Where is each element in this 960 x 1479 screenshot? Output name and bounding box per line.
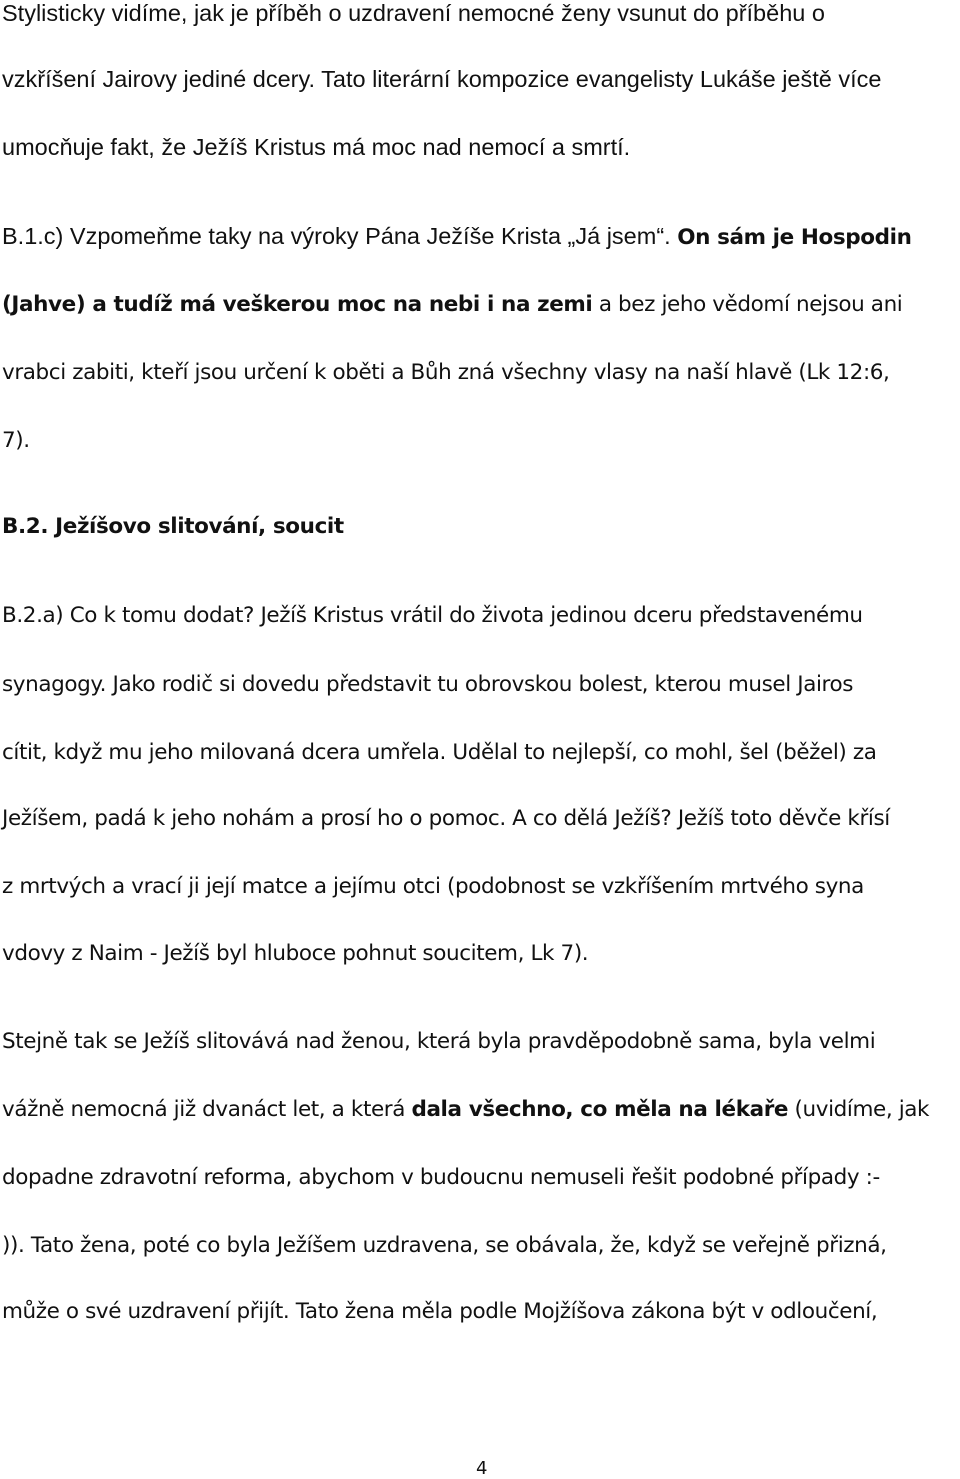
- b1c-line-1-bold: On sám je Hospodin: [677, 225, 912, 250]
- woman-line-4: )). Tato žena, poté co byla Ježíšem uzdravena, se obávala, že, když se veřejně přizná,: [2, 1233, 887, 1258]
- b2a-line-4: Ježíšem, padá k jeho nohám a prosí ho o pomoc. A co dělá Ježíš? Ježíš toto děvče křísí: [2, 806, 890, 831]
- woman-line-2-text-c: (uvidíme, jak: [788, 1097, 930, 1122]
- woman-line-2-text-a: vážně nemocná již dvanáct let, a která: [2, 1097, 412, 1122]
- intro-line-2: vzkříšení Jairovy jediné dcery. Tato literární kompozice evangelisty Lukáše ještě více: [2, 66, 882, 92]
- b1c-line-1: [2, 225, 912, 249]
- woman-line-2-bold: dala všechno, co měla na lékaře: [411, 1097, 789, 1122]
- woman-line-3: dopadne zdravotní reforma, abychom v budoucnu nemuseli řešit podobné případy :-: [2, 1165, 880, 1190]
- b2a-line-2: synagogy. Jako rodič si dovedu představit tu obrovskou bolest, kterou musel Jairos: [2, 672, 854, 697]
- woman-line-1: Stejně tak se Ježíš slitovává nad ženou, která byla pravděpodobně sama, byla velmi: [2, 1029, 876, 1054]
- b1c-line-2-bold: (Jahve) a tudíž má veškerou moc na nebi i na zemi: [2, 292, 593, 317]
- woman-line-2: [2, 1099, 929, 1121]
- intro-line-3: umocňuje fakt, že Ježíš Kristus má moc nad nemocí a smrtí.: [2, 134, 631, 160]
- b1c-line-2-text: a bez jeho vědomí nejsou ani: [592, 292, 903, 317]
- b1c-line-4: 7).: [2, 428, 30, 453]
- section-heading-b2: B.2. Ježíšovo slitování, soucit: [2, 514, 344, 539]
- woman-line-5: může o své uzdravení přijít. Tato žena měla podle Mojžíšova zákona být v odloučení,: [2, 1299, 878, 1324]
- b2a-line-1: B.2.a) Co k tomu dodat? Ježíš Kristus vrátil do života jedinou dceru představenému: [2, 603, 863, 628]
- b2a-line-3: cítit, když mu jeho milovaná dcera umřela. Udělal to nejlepší, co mohl, šel (běžel) za: [2, 740, 877, 765]
- b1c-line-2: [2, 294, 902, 316]
- b2a-line-5: z mrtvých a vrací ji její matce a jejímu otci (podobnost se vzkříšením mrtvého syna: [2, 874, 864, 899]
- b2a-line-6: vdovy z Naim - Ježíš byl hluboce pohnut soucitem, Lk 7).: [2, 941, 589, 966]
- b1c-line-1-text: B.1.c) Vzpomeňme taky na výroky Pána Ježíše Krista „Já jsem“.: [2, 223, 678, 249]
- intro-line-1: Stylisticky vidíme, jak je příběh o uzdravení nemocné ženy vsunut do příběhu o: [2, 0, 825, 26]
- page-number: 4: [476, 1458, 488, 1479]
- b1c-line-3: vrabci zabiti, kteří jsou určení k oběti a Bůh zná všechny vlasy na naší hlavě (Lk 12:6,: [2, 360, 890, 385]
